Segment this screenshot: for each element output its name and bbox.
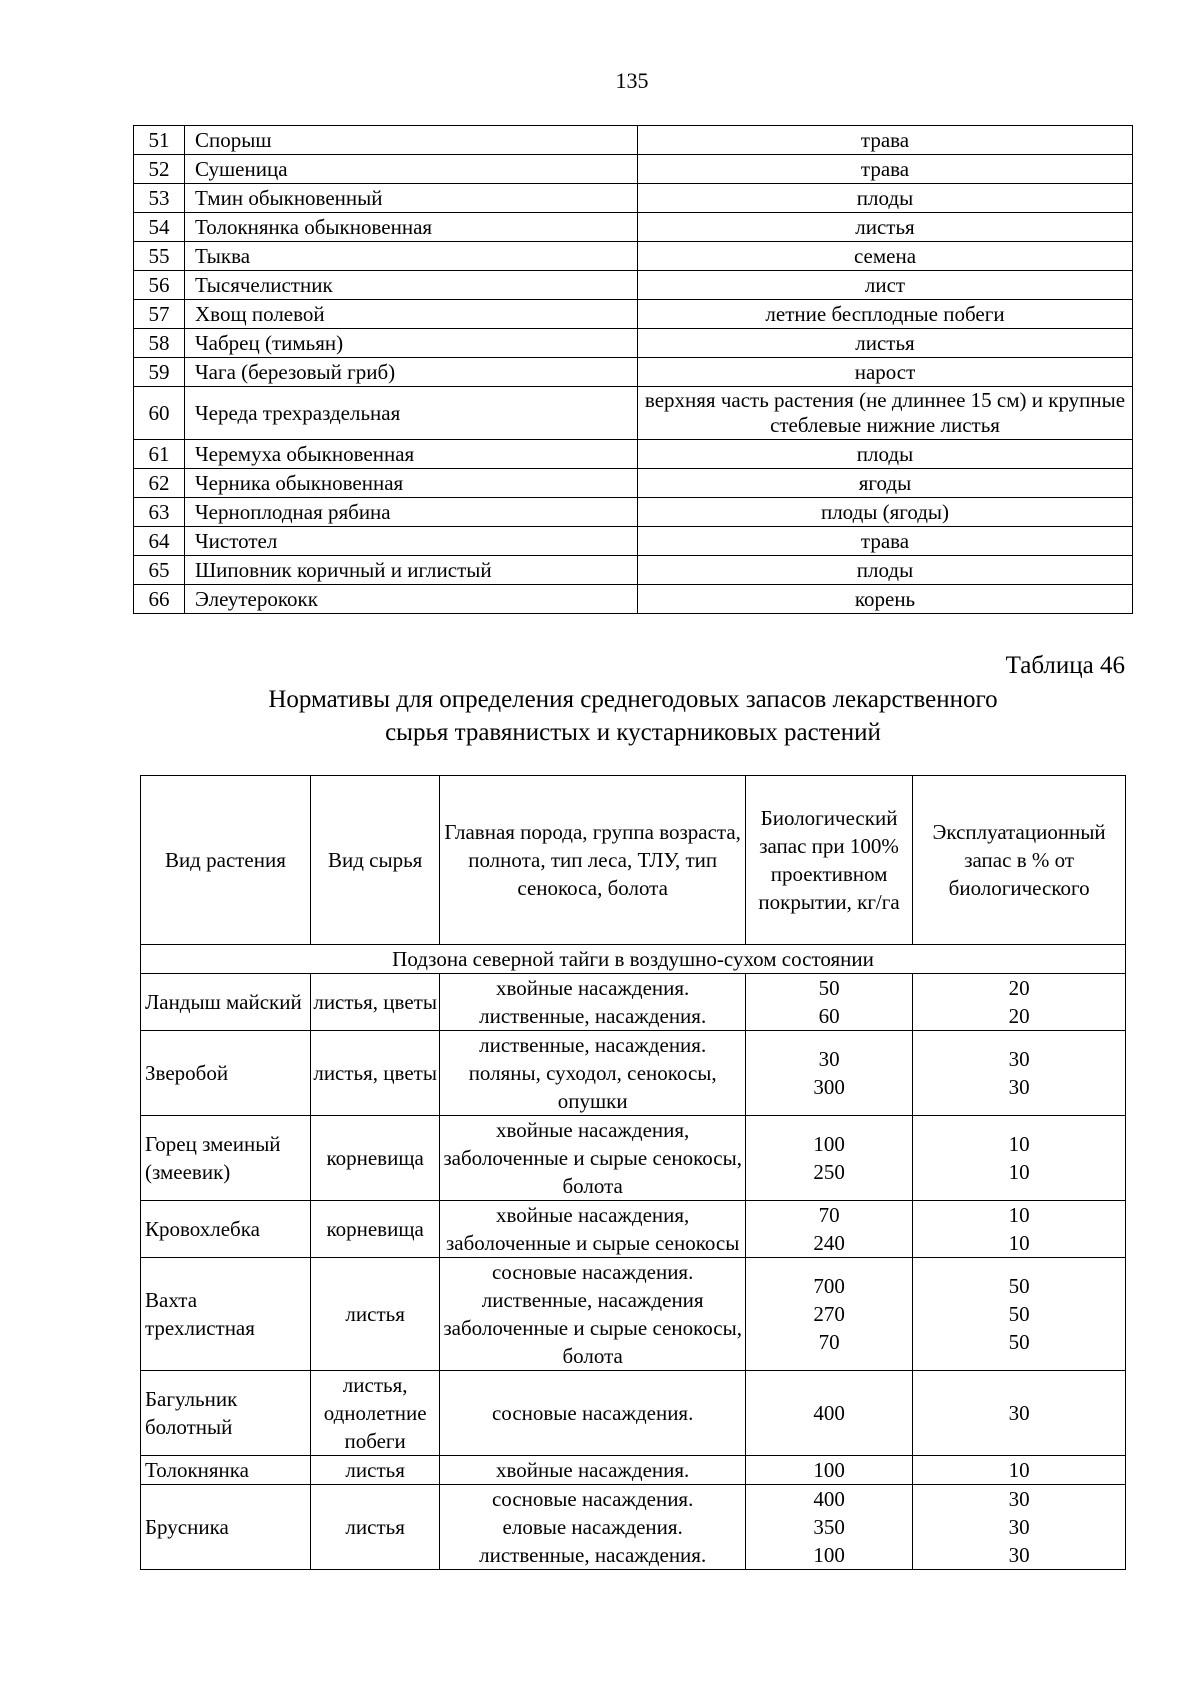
forest-value: лиственные, насаждения xyxy=(481,1288,704,1312)
bio-value: 70 xyxy=(818,1203,840,1227)
forest-value: сосновые насаждения. xyxy=(491,1401,694,1425)
exploitation-reserve xyxy=(913,1456,1126,1485)
bio-value: 100 xyxy=(813,1132,845,1156)
table-row xyxy=(141,1485,1126,1570)
raw-material: листья xyxy=(310,1258,440,1371)
plant-name: Зверобой xyxy=(141,1031,311,1116)
exploitation-reserve xyxy=(913,1116,1126,1201)
plant-name: Сушеница xyxy=(185,155,638,184)
plant-name: Брусника xyxy=(141,1485,311,1570)
exp-value: 10 xyxy=(1008,1203,1030,1227)
table-row xyxy=(141,1258,1126,1371)
bio-value: 250 xyxy=(813,1160,845,1184)
table-row xyxy=(134,184,1133,213)
raw-material: листья xyxy=(638,213,1133,242)
plant-name: Чабрец (тимьян) xyxy=(185,329,638,358)
exp-value: 30 xyxy=(1008,1047,1030,1071)
table-header-row xyxy=(141,776,1126,945)
forest-type xyxy=(440,1116,745,1201)
row-number: 56 xyxy=(134,271,185,300)
forest-type xyxy=(440,1371,745,1456)
raw-material: листья xyxy=(638,329,1133,358)
bio-value: 60 xyxy=(818,1004,840,1028)
table-row xyxy=(141,1456,1126,1485)
bio-value: 700 xyxy=(813,1274,845,1298)
raw-material: трава xyxy=(638,126,1133,155)
exploitation-reserve xyxy=(913,1031,1126,1116)
raw-material: трава xyxy=(638,155,1133,184)
plant-name: Черемуха обыкновенная xyxy=(185,440,638,469)
table-row xyxy=(134,329,1133,358)
plant-name: Черноплодная рябина xyxy=(185,498,638,527)
plant-name: Кровохлебка xyxy=(141,1201,311,1258)
exp-value: 10 xyxy=(1008,1160,1030,1184)
biological-reserve xyxy=(745,1485,912,1570)
plant-name: Багульник болотный xyxy=(141,1371,311,1456)
plant-name: Элеутерококк xyxy=(185,585,638,614)
row-number: 59 xyxy=(134,358,185,387)
forest-type xyxy=(440,1201,745,1258)
exp-value: 20 xyxy=(1008,976,1030,1000)
plant-name: Хвощ полевой xyxy=(185,300,638,329)
exp-value: 10 xyxy=(1008,1132,1030,1156)
row-number: 58 xyxy=(134,329,185,358)
bio-value: 300 xyxy=(813,1075,845,1099)
raw-material: семена xyxy=(638,242,1133,271)
forest-value: хвойные насаждения, заболоченные и сырые сенокосы, болота xyxy=(443,1118,742,1198)
table-row xyxy=(134,242,1133,271)
plant-name: Толокнянка обыкновенная xyxy=(185,213,638,242)
row-number: 51 xyxy=(134,126,185,155)
table-row xyxy=(134,440,1133,469)
biological-reserve xyxy=(745,1456,912,1485)
bio-value: 270 xyxy=(813,1302,845,1326)
raw-material: плоды xyxy=(638,440,1133,469)
row-number: 62 xyxy=(134,469,185,498)
raw-material: плоды xyxy=(638,556,1133,585)
forest-value: лиственные, насаждения. xyxy=(479,1033,707,1057)
forest-value: сосновые насаждения. xyxy=(491,1260,694,1284)
exp-value: 10 xyxy=(1008,1231,1030,1255)
row-number: 54 xyxy=(134,213,185,242)
raw-material: листья xyxy=(310,1456,440,1485)
forest-type xyxy=(440,1258,745,1371)
bio-value: 100 xyxy=(813,1543,845,1567)
table-row xyxy=(141,1201,1126,1258)
table-row xyxy=(134,498,1133,527)
plant-name: Чистотел xyxy=(185,527,638,556)
forest-type xyxy=(440,1485,745,1570)
exp-value: 30 xyxy=(1008,1075,1030,1099)
plant-name: Череда трехраздельная xyxy=(185,387,638,440)
row-number: 52 xyxy=(134,155,185,184)
forest-type xyxy=(440,974,745,1031)
raw-material: трава xyxy=(638,527,1133,556)
bio-value: 70 xyxy=(818,1330,840,1354)
raw-material: листья, цветы xyxy=(310,1031,440,1116)
table-row xyxy=(134,155,1133,184)
forest-value: хвойные насаждения, заболоченные и сырые сенокосы xyxy=(446,1203,740,1255)
forest-value: лиственные, насаждения. xyxy=(479,1004,707,1028)
header-raw-material: Вид сырья xyxy=(310,776,440,945)
row-number: 64 xyxy=(134,527,185,556)
bio-value: 240 xyxy=(813,1231,845,1255)
bio-value: 350 xyxy=(813,1515,845,1539)
exploitation-reserve xyxy=(913,1371,1126,1456)
table-number: Таблица 46 xyxy=(1005,652,1125,679)
forest-type xyxy=(440,1031,745,1116)
biological-reserve xyxy=(745,1116,912,1201)
forest-type xyxy=(440,1456,745,1485)
header-forest-type: Главная порода, группа возраста, полнота, тип леса, ТЛУ, тип сенокоса, болота xyxy=(440,776,745,945)
row-number: 55 xyxy=(134,242,185,271)
raw-material: листья, цветы xyxy=(310,974,440,1031)
row-number: 66 xyxy=(134,585,185,614)
plants-raw-material-table xyxy=(133,125,1133,614)
exp-value: 50 xyxy=(1008,1330,1030,1354)
forest-value: лиственные, насаждения. xyxy=(479,1543,707,1567)
forest-value: еловые насаждения. xyxy=(502,1515,683,1539)
raw-material: летние бесплодные побеги xyxy=(638,300,1133,329)
header-exploitation-reserve: Эксплуатационный запас в % от биологического xyxy=(913,776,1126,945)
row-number: 57 xyxy=(134,300,185,329)
row-number: 60 xyxy=(134,387,185,440)
plant-name: Горец змеиный (змеевик) xyxy=(141,1116,311,1201)
exp-value: 30 xyxy=(1008,1543,1030,1567)
exploitation-reserve xyxy=(913,1258,1126,1371)
forest-value: хвойные насаждения. xyxy=(496,1458,690,1482)
biological-reserve xyxy=(745,1201,912,1258)
table-row xyxy=(134,271,1133,300)
exp-value: 30 xyxy=(1008,1401,1030,1425)
table-row xyxy=(141,974,1126,1031)
table-row xyxy=(134,213,1133,242)
raw-material: верхняя часть растения (не длиннее 15 см) и крупные стеблевые нижние листья xyxy=(638,387,1133,440)
row-number: 63 xyxy=(134,498,185,527)
header-biological-reserve: Биологический запас при 100% проективном покрытии, кг/га xyxy=(745,776,912,945)
table-title xyxy=(133,683,1133,749)
zone-row xyxy=(141,945,1126,974)
raw-material: корень xyxy=(638,585,1133,614)
raw-material: лист xyxy=(638,271,1133,300)
forest-value: хвойные насаждения. xyxy=(496,976,690,1000)
plant-name: Вахта трехлистная xyxy=(141,1258,311,1371)
header-plant: Вид растения xyxy=(141,776,311,945)
biological-reserve xyxy=(745,1258,912,1371)
zone-title: Подзона северной тайги в воздушно-сухом состоянии xyxy=(141,945,1126,974)
raw-material: листья xyxy=(310,1485,440,1570)
plant-name: Тмин обыкновенный xyxy=(185,184,638,213)
exp-value: 30 xyxy=(1008,1515,1030,1539)
raw-material: ягоды xyxy=(638,469,1133,498)
table-row xyxy=(134,126,1133,155)
forest-value: поляны, суходол, сенокосы, опушки xyxy=(468,1061,717,1113)
bio-value: 100 xyxy=(813,1458,845,1482)
table-row xyxy=(134,358,1133,387)
bio-value: 30 xyxy=(818,1047,840,1071)
plant-name: Черника обыкновенная xyxy=(185,469,638,498)
forest-value: сосновые насаждения. xyxy=(491,1487,694,1511)
table-row xyxy=(134,527,1133,556)
exploitation-reserve xyxy=(913,1485,1126,1570)
plant-name: Спорыш xyxy=(185,126,638,155)
raw-material: плоды (ягоды) xyxy=(638,498,1133,527)
raw-material: корневища xyxy=(310,1116,440,1201)
table-row xyxy=(134,387,1133,440)
raw-material: корневища xyxy=(310,1201,440,1258)
page-number: 135 xyxy=(615,68,649,93)
raw-material: нарост xyxy=(638,358,1133,387)
table-title-line: сырья травянистых и кустарниковых растений xyxy=(385,719,881,746)
exploitation-reserve xyxy=(913,1201,1126,1258)
bio-value: 50 xyxy=(818,976,840,1000)
table-row xyxy=(141,1371,1126,1456)
raw-material: листья, однолетние побеги xyxy=(310,1371,440,1456)
table-row xyxy=(141,1031,1126,1116)
row-number: 61 xyxy=(134,440,185,469)
biological-reserve xyxy=(745,1371,912,1456)
table-row xyxy=(134,585,1133,614)
row-number: 53 xyxy=(134,184,185,213)
plant-name: Чага (березовый гриб) xyxy=(185,358,638,387)
table-row xyxy=(134,300,1133,329)
bio-value: 400 xyxy=(813,1487,845,1511)
plant-name: Шиповник коричный и иглистый xyxy=(185,556,638,585)
biological-reserve xyxy=(745,1031,912,1116)
exp-value: 30 xyxy=(1008,1487,1030,1511)
plant-name: Ландыш майский xyxy=(141,974,311,1031)
exp-value: 20 xyxy=(1008,1004,1030,1028)
row-number: 65 xyxy=(134,556,185,585)
table-row xyxy=(134,469,1133,498)
plant-name: Тыква xyxy=(185,242,638,271)
plant-name: Толокнянка xyxy=(141,1456,311,1485)
exp-value: 50 xyxy=(1008,1302,1030,1326)
forest-value: заболоченные и сырые сенокосы, болота xyxy=(443,1316,742,1368)
biological-reserve xyxy=(745,974,912,1031)
raw-material: плоды xyxy=(638,184,1133,213)
exploitation-reserve xyxy=(913,974,1126,1031)
reserves-norms-table xyxy=(140,775,1126,1570)
plant-name: Тысячелистник xyxy=(185,271,638,300)
table-row xyxy=(134,556,1133,585)
exp-value: 10 xyxy=(1008,1458,1030,1482)
exp-value: 50 xyxy=(1008,1274,1030,1298)
table-row xyxy=(141,1116,1126,1201)
bio-value: 400 xyxy=(813,1401,845,1425)
table-title-line: Нормативы для определения среднегодовых запасов лекарственного xyxy=(268,686,998,713)
